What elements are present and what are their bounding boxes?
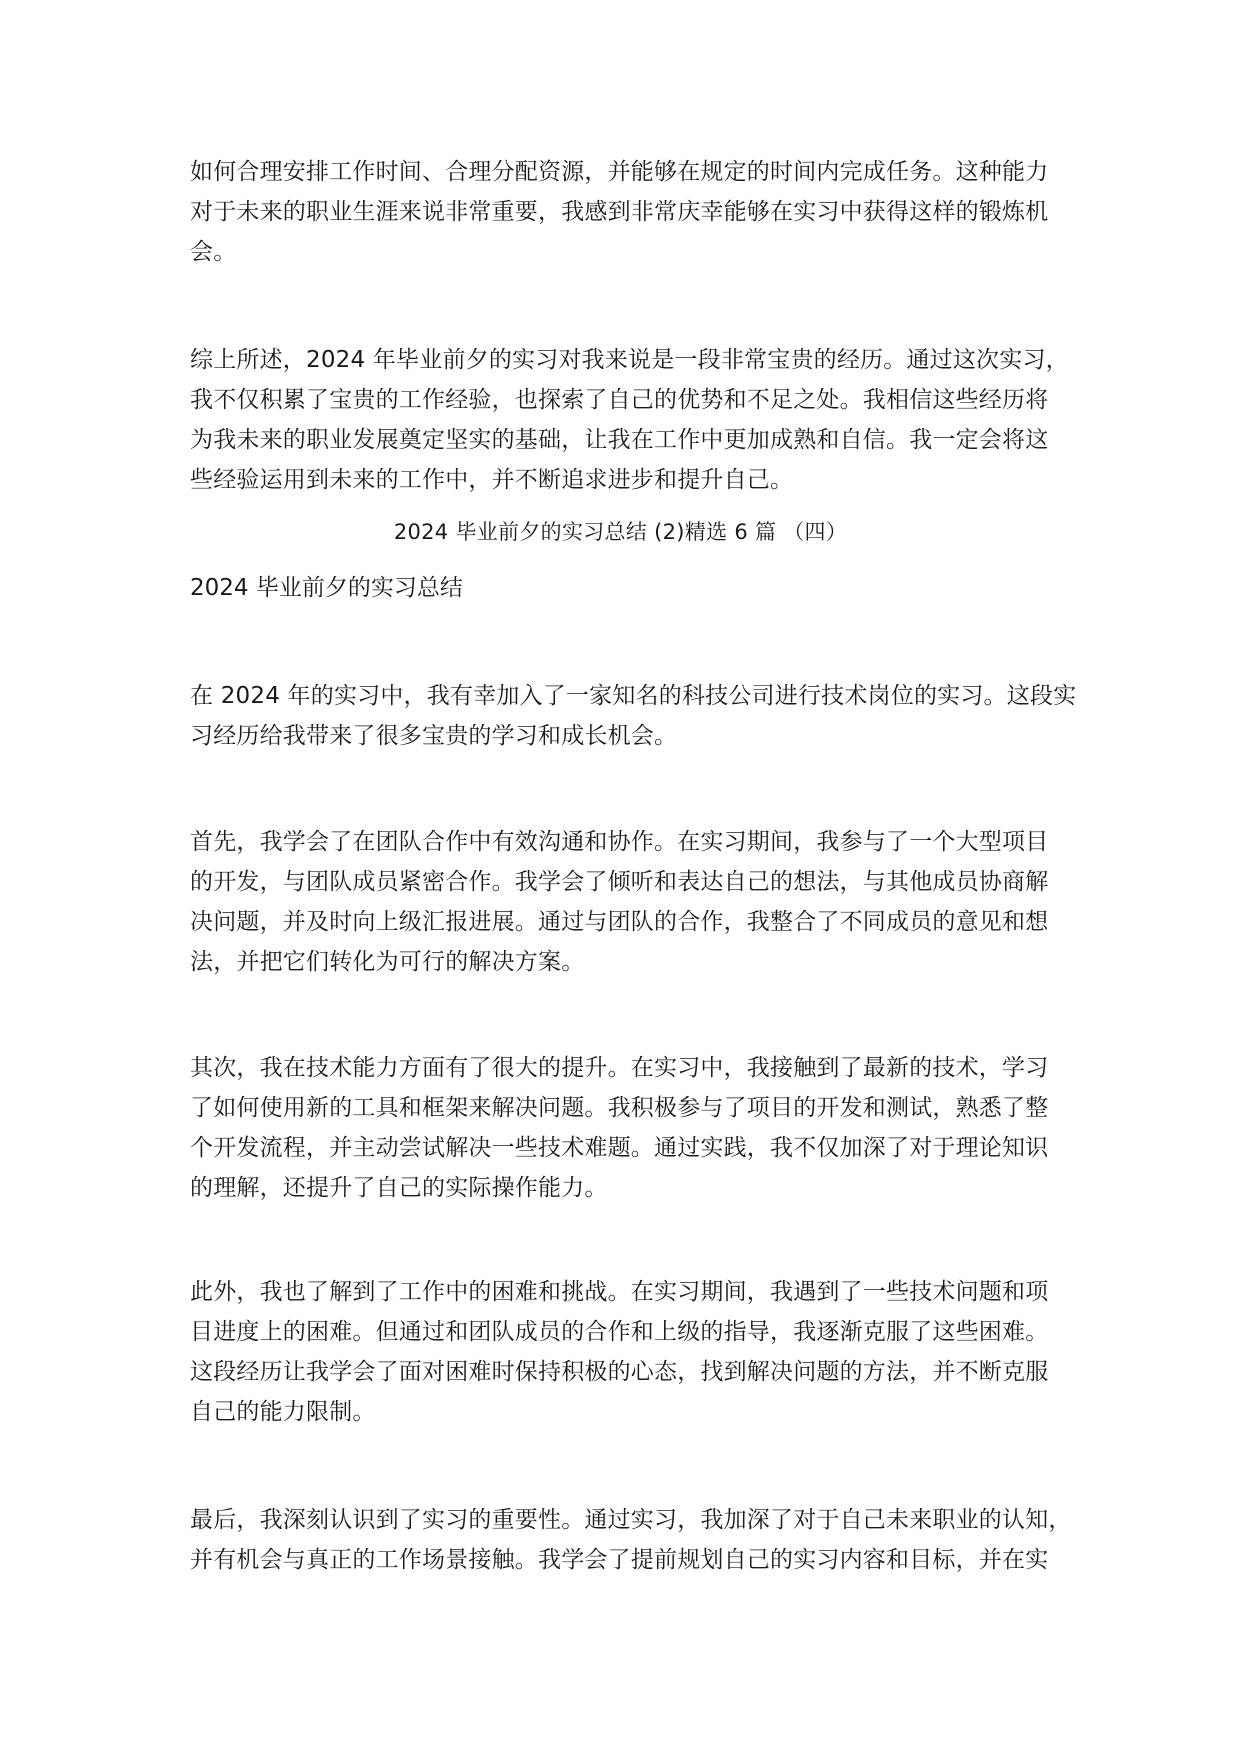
text-line: 其次，我在技术能力方面有了很大的提升。在实习中，我接触到了最新的技术，学习 [190, 1055, 1049, 1081]
text-line: 会。 [190, 239, 237, 265]
text-line: 了如何使用新的工具和框架来解决问题。我积极参与了项目的开发和测试，熟悉了整 [190, 1095, 1049, 1121]
text-line: 法，并把它们转化为可行的解决方案。 [190, 949, 585, 975]
text-line: 的开发，与团队成员紧密合作。我学会了倾听和表达自己的想法，与其他成员协商解 [190, 869, 1049, 895]
text-line: 自己的能力限制。 [190, 1399, 376, 1425]
text-line: 如何合理安排工作时间、合理分配资源，并能够在规定的时间内完成任务。这种能力 [190, 159, 1049, 185]
paragraph-first [190, 822, 1070, 982]
text-line: 对于未来的职业生涯来说非常重要，我感到非常庆幸能够在实习中获得这样的锻炼机 [190, 199, 1049, 225]
paragraph-continuation [190, 152, 1070, 272]
text-line: 习经历给我带来了很多宝贵的学习和成长机会。 [190, 723, 678, 749]
paragraph-second [190, 1048, 1070, 1208]
paragraph-last [190, 1500, 1070, 1580]
text-line: 为我未来的职业发展奠定坚实的基础，让我在工作中更加成熟和自信。我一定会将这 [190, 427, 1049, 453]
text-line: 决问题，并及时向上级汇报进展。通过与团队的合作，我整合了不同成员的意见和想 [190, 909, 1049, 935]
text-line: 并有机会与真正的工作场景接触。我学会了提前规划自己的实习内容和目标，并在实 [190, 1547, 1049, 1573]
paragraph-third [190, 1272, 1070, 1432]
text-line: 在 2024 年的实习中，我有幸加入了一家知名的科技公司进行技术岗位的实习。这段实 [190, 683, 1077, 709]
text-line: 最后，我深刻认识到了实习的重要性。通过实习，我加深了对于自己未来职业的认知， [190, 1507, 1072, 1533]
text-line: 些经验运用到未来的工作中，并不断追求进步和提升自己。 [190, 467, 794, 493]
text-line: 此外，我也了解到了工作中的困难和挑战。在实习期间，我遇到了一些技术问题和项 [190, 1279, 1049, 1305]
text-line: 首先，我学会了在团队合作中有效沟通和协作。在实习期间，我参与了一个大型项目 [190, 829, 1049, 855]
section-subtitle: 2024 毕业前夕的实习总结 [190, 575, 463, 601]
text-line: 我不仅积累了宝贵的工作经验，也探索了自己的优势和不足之处。我相信这些经历将 [190, 387, 1049, 413]
text-line: 目进度上的困难。但通过和团队成员的合作和上级的指导，我逐渐克服了这些困难。 [190, 1319, 1049, 1345]
text-line: 个开发流程，并主动尝试解决一些技术难题。通过实践，我不仅加深了对于理论知识 [190, 1135, 1049, 1161]
section-title: 2024 毕业前夕的实习总结 (2)精选 6 篇 （四） [393, 520, 848, 544]
text-line: 这段经历让我学会了面对困难时保持积极的心态，找到解决问题的方法，并不断克服 [190, 1359, 1049, 1385]
paragraph-intro [190, 676, 1077, 756]
paragraph-summary [190, 340, 1070, 500]
text-line: 综上所述，2024 年毕业前夕的实习对我来说是一段非常宝贵的经历。通过这次实习， [190, 347, 1069, 373]
text-line: 的理解，还提升了自己的实际操作能力。 [190, 1175, 608, 1201]
